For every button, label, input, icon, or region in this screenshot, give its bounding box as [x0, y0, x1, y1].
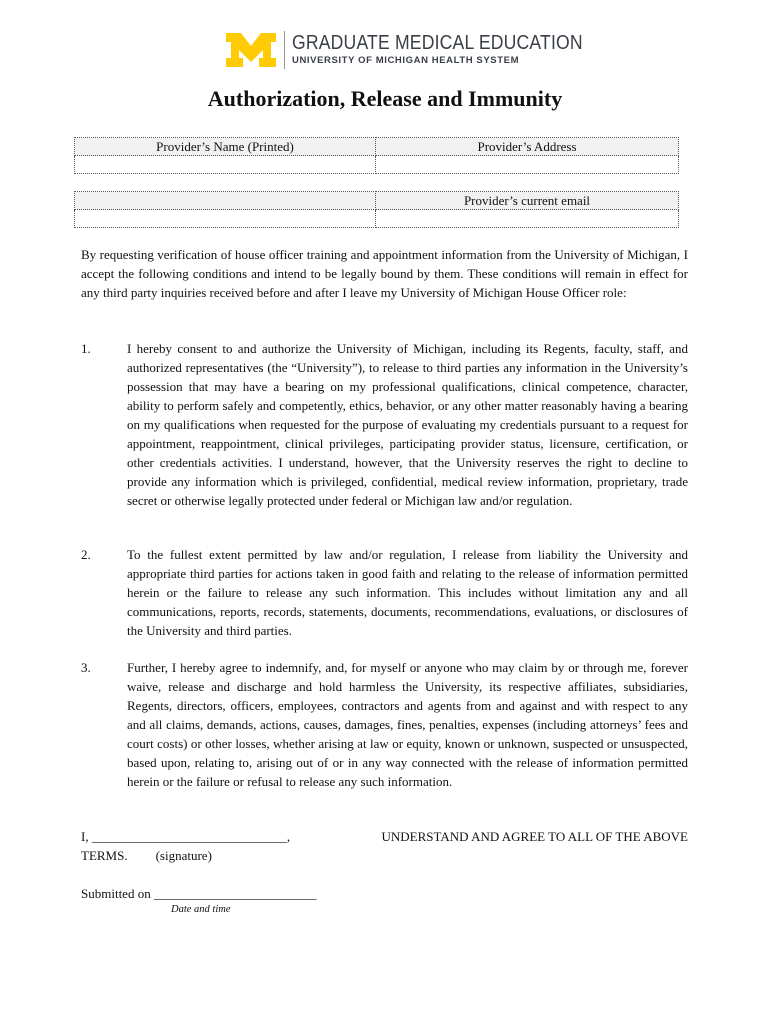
provider-info-table	[74, 137, 679, 174]
document-title: Authorization, Release and Immunity	[207, 86, 563, 111]
blank-header	[75, 192, 376, 210]
signature-terms: TERMS.	[81, 848, 128, 863]
provider-name-header: Provider’s Name (Printed)	[75, 138, 376, 156]
signature-statement: UNDERSTAND AND AGREE TO ALL OF THE ABOVE	[381, 829, 688, 844]
signature-row	[81, 827, 688, 846]
clause-number: 2.	[81, 547, 91, 562]
clause-2	[81, 545, 688, 640]
clause-number: 1.	[81, 341, 91, 356]
clause-3	[81, 658, 688, 791]
provider-address-field[interactable]	[376, 156, 679, 174]
provider-name-field[interactable]	[75, 156, 376, 174]
provider-email-field[interactable]	[376, 210, 679, 228]
intro-paragraph: By requesting verification of house officer training and appointment information from the University of Michigan, I accept the following conditions and intend to be legally bound by them. These conditions will remain in effect for any third party inquiries received before and after I leave my University of Michigan House Officer role:	[81, 247, 688, 300]
logo-title: GRADUATE MEDICAL EDUCATION	[292, 32, 583, 54]
date-time-caption: Date and time	[171, 904, 231, 915]
submitted-on-line[interactable]: Submitted on _________________________	[81, 886, 317, 901]
logo-subtitle: UNIVERSITY OF MICHIGAN HEALTH SYSTEM	[292, 55, 520, 66]
signature-terms-row	[81, 846, 688, 865]
clause-text: Further, I hereby agree to indemnify, and, for myself or anyone who may claim by or through me, forever waive, release and discharge and hold harmless the University, its respective affiliates, subsidiaries, Regents, directors, officers, employees, contractors and agents from and against and with respect to any and all claims, demands, actions, causes, damages, fines, penalties, expenses (including attorneys’ fees and court costs) or other losses, whether arising at law or equity, known or unknown, suspected or unsuspected, based upon, relating to, arising out of or in any way connected with the release of information permitted herein or the failure or refusal to release any such information.	[127, 660, 688, 789]
gme-logo	[226, 30, 622, 70]
provider-email-fill-row	[75, 210, 679, 228]
clause-text: To the fullest extent permitted by law and/or regulation, I release from liability the University and appropriate third parties for actions taken in good faith and relating to the release of information permitted herein or the failure to release any such information. This includes without limitation any and all communications, reports, records, statements, documents, recommendations, evaluations, or disclosures of the University and third parties.	[127, 547, 688, 638]
provider-info-header-row	[75, 138, 679, 156]
blank-field[interactable]	[75, 210, 376, 228]
clause-text: I hereby consent to and authorize the University of Michigan, including its Regents, faculty, staff, and authorized representatives (the “University”), to release to third parties any information in the University’s possession that may have a bearing on my professional qualifications, clinical competence, character, ability to perform safely and competently, ethics, behavior, or any other matter reasonably having a bearing on my qualifications when requested for the purpose of evaluating my credentials pursuant to a request for appointment, reappointment, clinical privileges, participating provider status, licensure, certification, or other credentials activities. I understand, however, that the University reserves the right to decline to provide any information which is privileged, confidential, medical review information, proprietary, trade secret or otherwise legally protected under federal or Michigan law and/or regulation.	[127, 341, 688, 508]
provider-address-header: Provider’s Address	[376, 138, 679, 156]
provider-email-header: Provider’s current email	[376, 192, 679, 210]
signature-label: (signature)	[155, 848, 212, 863]
signature-block	[81, 827, 688, 865]
clause-1	[81, 339, 688, 510]
provider-info-fill-row	[75, 156, 679, 174]
signature-name-blank[interactable]: I, ______________________________,	[81, 829, 291, 844]
clause-number: 3.	[81, 660, 91, 675]
provider-email-header-row	[75, 192, 679, 210]
block-m-logo-icon	[226, 33, 276, 67]
provider-email-table	[74, 191, 679, 228]
logo-text	[292, 33, 622, 67]
logo-divider	[284, 31, 285, 69]
